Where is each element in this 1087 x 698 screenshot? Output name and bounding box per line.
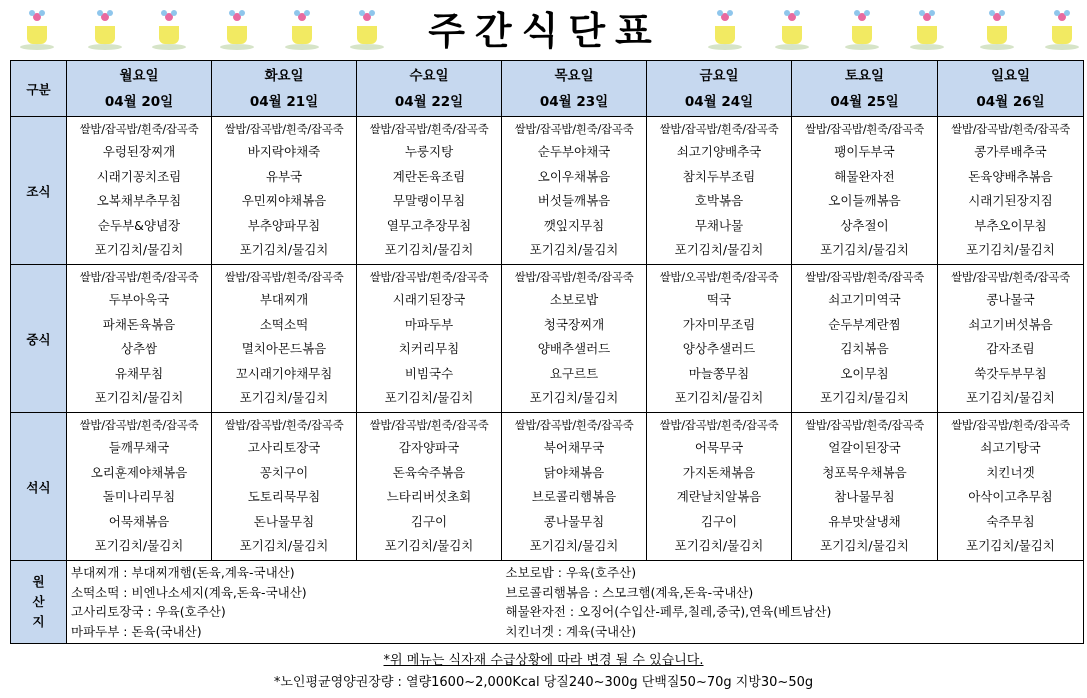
meal-row — [11, 265, 1084, 413]
flower-pot-icon — [910, 8, 944, 52]
menu-cell — [647, 265, 792, 413]
menu-item: 포기김치/물김치 — [820, 242, 909, 258]
menu-item: 오복채부추무침 — [96, 193, 182, 209]
meal-label: 조식 — [11, 117, 67, 265]
menu-item: 닭야채볶음 — [543, 464, 605, 480]
menu-item: 시래기꽁치조림 — [96, 168, 182, 184]
menu-cell — [357, 265, 502, 413]
origin-row — [11, 561, 1084, 644]
menu-table — [10, 60, 1084, 644]
menu-cell — [647, 413, 792, 561]
menu-item: 청포묵우채볶음 — [822, 464, 907, 480]
menu-item: 팽이두부국 — [834, 144, 895, 160]
flower-pot-icon — [152, 8, 186, 52]
day-header: 월요일 04월 20일 — [67, 61, 212, 117]
day-header: 목요일 04월 23일 — [502, 61, 647, 117]
menu-item: 양상추샐러드 — [682, 341, 756, 357]
footer-notes — [0, 650, 1087, 694]
menu-item: 비빔국수 — [404, 365, 454, 381]
menu-cell — [938, 117, 1084, 265]
menu-cell — [502, 265, 647, 413]
meal-label: 중식 — [11, 265, 67, 413]
menu-item: 도토리묵무침 — [247, 489, 321, 505]
menu-item: 쌀밥/잡곡밥/흰죽/잡곡죽 — [224, 122, 344, 137]
menu-item: 쇠고기미역국 — [828, 292, 901, 308]
flower-pot-icon — [88, 8, 122, 52]
menu-item: 쌀밥/잡곡밥/흰죽/잡곡죽 — [369, 122, 489, 137]
flower-pot-icon — [845, 8, 879, 52]
menu-item: 두부아욱국 — [108, 292, 170, 308]
menu-item: 가지돈채볶음 — [682, 464, 756, 480]
menu-item: 꼬시래기야채무침 — [235, 365, 333, 381]
menu-cell — [502, 413, 647, 561]
menu-item: 쌀밥/잡곡밥/흰죽/잡곡죽 — [514, 270, 634, 285]
menu-item: 포기김치/물김치 — [966, 538, 1055, 554]
menu-item: 포기김치/물김치 — [674, 242, 764, 258]
menu-item: 마늘쫑무침 — [688, 365, 750, 381]
menu-item: 포기김치/물김치 — [529, 538, 619, 554]
menu-item: 포기김치/물김치 — [94, 538, 184, 554]
menu-item: 포기김치/물김치 — [674, 390, 764, 406]
flower-pot-icon — [775, 8, 809, 52]
menu-item: 어묵무국 — [694, 440, 744, 456]
menu-cell — [212, 117, 357, 265]
nutrition-note: *노인평균영양권장량 : 열량1600~2,000Kcal 당질240~300g 단백질50~70g 지방30~50g — [273, 675, 814, 690]
menu-cell — [67, 413, 212, 561]
menu-item: 오이우채볶음 — [537, 168, 611, 184]
menu-item: 깻잎지무침 — [543, 217, 605, 233]
menu-item: 쌀밥/잡곡밥/흰죽/잡곡죽 — [951, 418, 1070, 433]
menu-item: 멸치아몬드볶음 — [241, 341, 327, 357]
menu-item: 포기김치/물김치 — [239, 242, 329, 258]
menu-cell — [938, 413, 1084, 561]
menu-item: 쑥갓두부무침 — [974, 365, 1047, 381]
menu-item: 김치볶음 — [840, 341, 889, 357]
menu-cell — [792, 413, 938, 561]
menu-item: 포기김치/물김치 — [94, 390, 184, 406]
menu-item: 쌀밥/잡곡밥/흰죽/잡곡죽 — [659, 418, 779, 433]
menu-cell — [357, 413, 502, 561]
menu-item: 포기김치/물김치 — [384, 242, 474, 258]
page-title: 주간식단표 — [428, 9, 662, 53]
menu-item: 들깨무채국 — [108, 440, 170, 456]
menu-item: 참나물무침 — [834, 489, 895, 505]
menu-item: 유부맛살냉채 — [828, 513, 901, 529]
menu-cell — [212, 413, 357, 561]
menu-cell — [67, 265, 212, 413]
menu-item: 콩나물무침 — [543, 513, 605, 529]
menu-item: 포기김치/물김치 — [384, 390, 474, 406]
menu-item: 쌀밥/잡곡밥/흰죽/잡곡죽 — [951, 122, 1070, 137]
menu-cell — [792, 265, 938, 413]
day-header: 토요일 04월 25일 — [792, 61, 938, 117]
menu-item: 쌀밥/잡곡밥/흰죽/잡곡죽 — [805, 418, 924, 433]
menu-cell — [212, 265, 357, 413]
menu-item: 쌀밥/잡곡밥/흰죽/잡곡죽 — [79, 270, 199, 285]
menu-item: 순두부&양념장 — [97, 217, 181, 233]
menu-item: 오이들깨볶음 — [828, 193, 901, 209]
menu-item: 포기김치/물김치 — [384, 538, 474, 554]
origin-right: 소보로밥 : 우육(호주산) 브로콜리햄볶음 : 스모크햄(계육,돈육-국내산) 해물완자전 : 오징어(수입산-페루,칠레,중국),연육(베트남산) 치킨너겟 : 계육(국내산) — [502, 561, 1084, 644]
header-row — [11, 61, 1084, 117]
menu-item: 순두부야채국 — [537, 144, 611, 160]
menu-item: 북어채무국 — [543, 440, 605, 456]
menu-item: 쌀밥/잡곡밥/흰죽/잡곡죽 — [805, 122, 924, 137]
menu-item: 포기김치/물김치 — [966, 390, 1055, 406]
menu-item: 유부국 — [265, 168, 303, 184]
menu-item: 김구이 — [410, 513, 448, 529]
menu-item: 우민찌야채볶음 — [241, 193, 327, 209]
flower-pot-icon — [980, 8, 1014, 52]
menu-item: 쇠고기버섯볶음 — [968, 316, 1053, 332]
menu-item: 양배추샐러드 — [537, 341, 611, 357]
menu-item: 느타리버섯초회 — [386, 489, 472, 505]
menu-cell — [647, 117, 792, 265]
menu-item: 오리훈제야채볶음 — [90, 464, 188, 480]
menu-item: 부대찌개 — [259, 292, 309, 308]
menu-item: 쌀밥/잡곡밥/흰죽/잡곡죽 — [369, 418, 489, 433]
menu-item: 요구르트 — [549, 365, 599, 381]
menu-item: 얼갈이된장국 — [828, 440, 901, 456]
menu-item: 쌀밥/잡곡밥/흰죽/잡곡죽 — [79, 418, 199, 433]
menu-item: 감자양파국 — [398, 440, 460, 456]
flower-pot-icon — [285, 8, 319, 52]
menu-item: 포기김치/물김치 — [529, 242, 619, 258]
menu-item: 우렁된장찌개 — [102, 144, 176, 160]
menu-item: 부추양파무침 — [247, 217, 321, 233]
day-header: 수요일 04월 22일 — [357, 61, 502, 117]
menu-item: 무말랭이무침 — [392, 193, 466, 209]
menu-item: 쌀밥/잡곡밥/흰죽/잡곡죽 — [951, 270, 1070, 285]
menu-item: 콩가루배추국 — [974, 144, 1047, 160]
menu-cell — [938, 265, 1084, 413]
menu-item: 참치두부조림 — [682, 168, 756, 184]
menu-item: 돈육숙주볶음 — [392, 464, 466, 480]
flower-pot-icon — [220, 8, 254, 52]
menu-item: 쌀밥/오곡밥/흰죽/잡곡죽 — [659, 270, 779, 285]
day-header: 금요일 04월 24일 — [647, 61, 792, 117]
menu-item: 포기김치/물김치 — [239, 538, 329, 554]
menu-item: 쌀밥/잡곡밥/흰죽/잡곡죽 — [514, 122, 634, 137]
origin-left: 부대찌개 : 부대찌개햄(돈육,계육-국내산) 소떡소떡 : 비엔나소세지(계육,돈육-국내산) 고사리토장국 : 우육(호주산) 마파두부 : 돈육(국내산) — [67, 561, 502, 644]
menu-item: 시래기된장국 — [392, 292, 466, 308]
menu-item: 쌀밥/잡곡밥/흰죽/잡곡죽 — [224, 418, 344, 433]
menu-item: 쌀밥/잡곡밥/흰죽/잡곡죽 — [79, 122, 199, 137]
menu-item: 해물완자전 — [834, 168, 895, 184]
meal-row — [11, 117, 1084, 265]
menu-cell — [67, 117, 212, 265]
meal-row — [11, 413, 1084, 561]
menu-item: 포기김치/물김치 — [529, 390, 619, 406]
menu-item: 치커리무침 — [398, 341, 460, 357]
menu-item: 치킨너겟 — [986, 464, 1035, 480]
menu-item: 계란돈육조림 — [392, 168, 466, 184]
menu-item: 오이무침 — [840, 365, 889, 381]
menu-item: 포기김치/물김치 — [674, 538, 764, 554]
menu-item: 포기김치/물김치 — [239, 390, 329, 406]
menu-item: 포기김치/물김치 — [94, 242, 184, 258]
flower-pot-icon — [708, 8, 742, 52]
menu-item: 무채나물 — [694, 217, 744, 233]
menu-cell — [357, 117, 502, 265]
menu-item: 쌀밥/잡곡밥/흰죽/잡곡죽 — [659, 122, 779, 137]
menu-item: 청국장찌개 — [543, 316, 605, 332]
menu-item: 포기김치/물김치 — [966, 242, 1055, 258]
category-header: 구분 — [11, 61, 67, 117]
menu-item: 쌀밥/잡곡밥/흰죽/잡곡죽 — [805, 270, 924, 285]
menu-item: 떡국 — [706, 292, 732, 308]
menu-item: 바지락야채죽 — [247, 144, 321, 160]
menu-item: 꽁치구이 — [259, 464, 309, 480]
flower-pot-icon — [20, 8, 54, 52]
menu-item: 아삭이고추무침 — [968, 489, 1053, 505]
menu-item: 가자미무조림 — [682, 316, 756, 332]
flower-pot-icon — [1045, 8, 1079, 52]
menu-item: 쇠고기양배추국 — [676, 144, 762, 160]
menu-item: 쌀밥/잡곡밥/흰죽/잡곡죽 — [514, 418, 634, 433]
menu-item: 부추오이무침 — [974, 217, 1047, 233]
menu-item: 시래기된장지짐 — [968, 193, 1053, 209]
menu-item: 고사리토장국 — [247, 440, 321, 456]
menu-item: 소보로밥 — [549, 292, 599, 308]
menu-item: 호박볶음 — [694, 193, 744, 209]
menu-item: 쌀밥/잡곡밥/흰죽/잡곡죽 — [369, 270, 489, 285]
origin-label: 원산지 — [11, 561, 67, 644]
menu-item: 돈육양배추볶음 — [968, 168, 1053, 184]
menu-item: 돌미나리무침 — [102, 489, 176, 505]
title-bar — [0, 0, 1087, 60]
day-header: 일요일 04월 26일 — [938, 61, 1084, 117]
meal-label: 석식 — [11, 413, 67, 561]
menu-item: 계란날치알볶음 — [676, 489, 762, 505]
menu-item: 쌀밥/잡곡밥/흰죽/잡곡죽 — [224, 270, 344, 285]
menu-item: 파채돈육볶음 — [102, 316, 176, 332]
menu-item: 브로콜리햄볶음 — [531, 489, 617, 505]
menu-item: 소떡소떡 — [259, 316, 309, 332]
menu-item: 포기김치/물김치 — [820, 390, 909, 406]
menu-item: 순두부계란찜 — [828, 316, 901, 332]
menu-item: 콩나물국 — [986, 292, 1035, 308]
menu-item: 쇠고기탕국 — [980, 440, 1041, 456]
menu-item: 누룽지탕 — [404, 144, 454, 160]
menu-item: 버섯들깨볶음 — [537, 193, 611, 209]
change-notice: *위 메뉴는 식자재 수급상황에 따라 변경 될 수 있습니다. — [383, 653, 704, 668]
day-header: 화요일 04월 21일 — [212, 61, 357, 117]
menu-item: 열무고추장무침 — [386, 217, 472, 233]
menu-item: 유채무침 — [114, 365, 164, 381]
menu-item: 김구이 — [700, 513, 738, 529]
menu-item: 돈나물무침 — [253, 513, 315, 529]
menu-item: 포기김치/물김치 — [820, 538, 909, 554]
flower-pot-icon — [350, 8, 384, 52]
menu-item: 어묵채볶음 — [108, 513, 170, 529]
menu-item: 상추절이 — [840, 217, 889, 233]
menu-item: 마파두부 — [404, 316, 454, 332]
menu-cell — [502, 117, 647, 265]
menu-cell — [792, 117, 938, 265]
menu-item: 숙주무침 — [986, 513, 1035, 529]
menu-item: 감자조림 — [986, 341, 1035, 357]
menu-item: 상추쌈 — [120, 341, 158, 357]
